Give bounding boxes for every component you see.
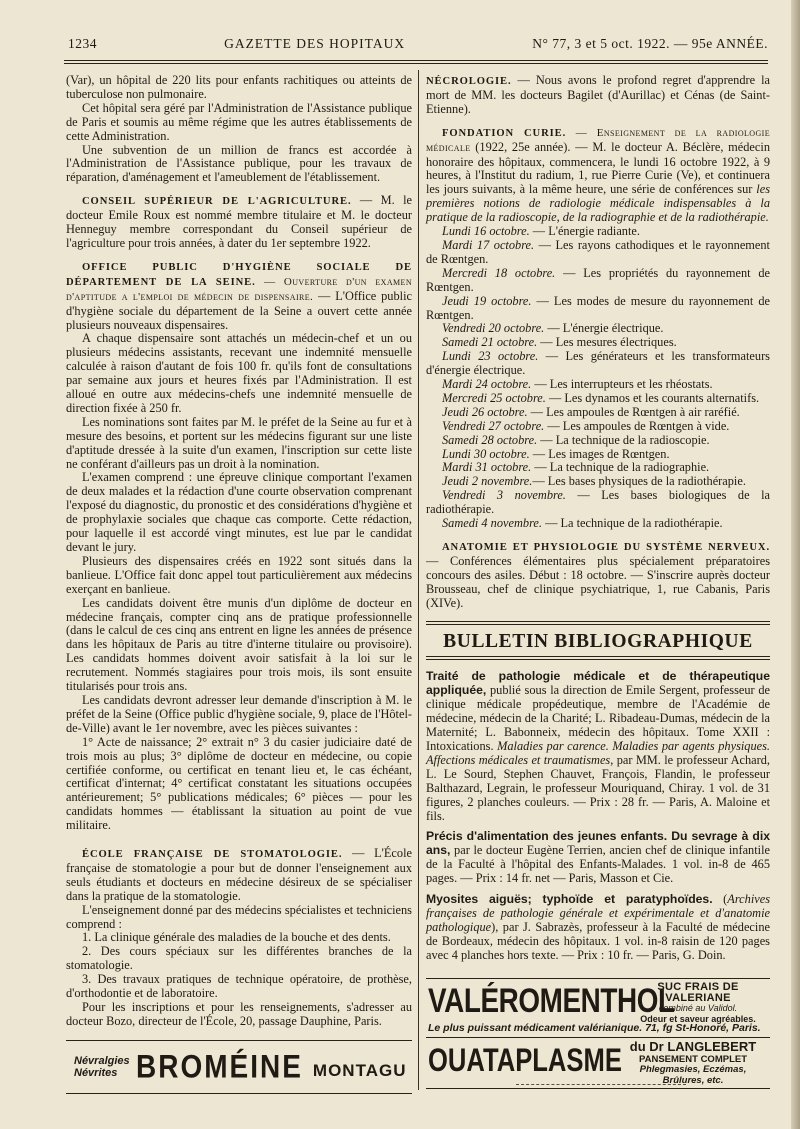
course-item [426, 295, 770, 323]
intro-paragraph: Une subvention de un million de francs est accordée à l'Administration de l'Assistance publique, pour les travaux de réparation, d'aménagement et l'ameublement de l'établissement. [66, 142, 412, 185]
right-column [426, 74, 770, 970]
bibliography-item [426, 893, 770, 963]
bibliography-title: Précis d'alimentation des jeunes enfants. Du sevrage à dix ans, [426, 829, 770, 858]
valeromenthol-details [628, 982, 768, 1024]
course-item [426, 336, 770, 350]
ecole-paragraph: 1. La clinique générale des maladies de la bouche et des dents. [82, 930, 391, 945]
bulletin-title: BULLETIN BIBLIOGRAPHIQUE [443, 630, 753, 652]
ouataplasme-underline [516, 1084, 686, 1085]
anatomie-text: — Conférences élémentaires plus spécialement préparatoires concours des asiles. Début : 18 octobre. — S'inscrire auprès docteur Brousseau, chef de clinique psychiatrique, 1, rue Cabanis, Paris (XIVe). [426, 553, 770, 610]
fondation-heading: FONDATION CURIE. [442, 127, 567, 139]
bromeine-name: BROMÉINE [136, 1048, 303, 1085]
ecole-paragraph: 3. Des travaux pratiques de technique opératoire, de prothèse, d'orthodontie et de laboratoire. [66, 972, 412, 1001]
course-topic: — Les propriétés du rayonnement de Rœntgen. [426, 265, 770, 294]
valeromenthol-line-1: SUC FRAIS DE VALERIANE [657, 981, 739, 1004]
course-item [426, 420, 770, 434]
necrologie-article [426, 74, 770, 117]
fondation-subheading: — Enseignement de la radiologie médicale [426, 126, 770, 154]
office-paragraph: 1° Acte de naissance; 2° extrait n° 3 du casier judiciaire daté de trois mois au plus; 3° diplôme de docteur en médecine, ou copie certifiée conforme, ou certificat en tenant lieu et, le cas échéant, certificat d'internat; 4° certificat constatant les situations occupées antérieurement; 5° publications médicales; 6° pièces — pour les candidats hommes — établissant la situation au point de vue militaire. [66, 734, 412, 833]
header-rule-2 [64, 63, 768, 64]
page-header [68, 36, 768, 52]
valeromenthol-line-2: combiné au Validol. [658, 1003, 738, 1013]
fondation-text: (1922, 25e année). — M. le docteur A. Béclère, médecin honoraire des hôpitaux, commencera, le lundi 16 octobre 1922, à 9 heures, à l'Institut du radium, 1, rue Pierre Curie (Ve), et continuera les jours suivants, à la même heure, une série de conférences sur [426, 139, 770, 197]
course-date: Samedi 28 octobre. [442, 432, 538, 447]
course-topic: — Les modes de mesure du rayonnement de Rœntgen. [426, 293, 770, 322]
course-date: Samedi 21 octobre. [442, 335, 538, 350]
bibliography-text-italic: Maladies par carence. Maladies par agents physiques. Affections médicales et traumatismes, [426, 738, 771, 767]
course-topic: — Les dynamos et les courants alternatifs. [545, 390, 760, 405]
course-topic: — Les images de Rœntgen. [529, 446, 670, 461]
header-rule [64, 60, 768, 61]
course-item [426, 350, 770, 378]
conseil-heading: CONSEIL SUPÉRIEUR DE L'AGRICULTURE. [82, 196, 352, 208]
ouataplasme-ad [426, 1040, 770, 1089]
ouataplasme-line-3: Phlegmasies, Eczémas, Brûlures, etc. [639, 1064, 747, 1086]
ouataplasme-details [618, 1039, 768, 1086]
intro-paragraph: Cet hôpital sera géré par l'Administration de l'Assistance publique de Paris et soumis au même régime que les autres établissements de cette Administration. [66, 100, 412, 143]
ouataplasme-name: OUATAPLASME [428, 1042, 622, 1078]
course-date: Mardi 17 octobre. [442, 237, 535, 252]
bibliography-item [426, 670, 770, 823]
course-topic: — La technique de la radiographie. [531, 460, 710, 475]
bibliography-item [426, 830, 770, 886]
ecole-text: — L'École française de stomatologie a pour but de donner l'enseignement aux seuls étudiants et docteurs en médecine désireux de se spécialiser dans la pratique de la stomatologie. [66, 846, 412, 903]
course-date: Lundi 16 octobre. [442, 224, 530, 239]
bromeine-indication-2: Névrites [74, 1067, 118, 1079]
bromeine-indication-1: Névralgies [74, 1055, 130, 1067]
conseil-article [66, 194, 412, 251]
bromeine-indications [74, 1055, 130, 1079]
course-item [426, 392, 770, 406]
course-item [426, 448, 770, 462]
office-paragraph: L'examen comprend : une épreuve clinique comportant l'examen de deux malades et la rédaction d'une courte observation comprenant l'exposé du diagnostic, du pronostic et des considérations d'hygiène et de prophylaxie sociales que chaque cas comporte. Cette rédaction, pour laquelle il est accordé vingt minutes, est lue par le candidat devant le jury. [66, 470, 412, 554]
course-date: Mardi 24 octobre. [442, 377, 532, 392]
bulletin-rule-bottom [426, 656, 770, 660]
course-topic: — Les ampoules de Rœntgen à air raréfié. [527, 404, 740, 419]
course-topic: — Les bases physiques de la radiothérapie. [532, 474, 746, 489]
course-item [426, 517, 770, 531]
bibliography-title: Traité de pathologie médicale et de thérapeutique appliquée, [426, 669, 770, 698]
course-item [426, 489, 770, 517]
course-topic: — La technique de la radiothérapie. [541, 516, 723, 531]
course-date: Jeudi 19 octobre. [442, 293, 532, 308]
course-item [426, 225, 770, 239]
office-subheading: — Ouverture d'un examen d'aptitude a l'emploi de médecin de dispensaire. [66, 275, 413, 303]
anatomie-article [426, 540, 770, 611]
course-item [426, 434, 770, 448]
left-column [66, 74, 412, 1029]
course-date: Mercredi 25 octobre. [442, 390, 546, 405]
course-topic: — Les mesures électriques. [537, 335, 677, 350]
course-date: Jeudi 2 novembre. [442, 474, 533, 489]
fondation-text-italic: les premières notions de radiologie médicale indispensables à la pratique de la radioscopie, de la radiographie et de la radiothérapie. [426, 182, 770, 225]
issue-info: N° 77, 3 et 5 oct. 1922. — 95e ANNÉE. [532, 36, 768, 51]
office-paragraph: Plusieurs des dispensaires créés en 1922 sont situés dans la banlieue. L'Office fait donc appel tout particulièrement aux médecins exerçant en banlieue. [66, 553, 412, 596]
course-item [426, 406, 770, 420]
office-paragraph: Les candidats devront adresser leur demande d'inscription à M. le préfet de la Seine (Office public d'hygiène sociale, 9, place de l'Hôtel-de-Ville) avant le 1er novembre, avec les pièces suivantes : [66, 692, 412, 735]
office-paragraph: Les candidats doivent être munis d'un diplôme de docteur en médecine français, compter cinq ans de pratique professionnelle (dans le calcul de ces cinq ans entrent en ligne les années de présence dans les hôpitaux de Paris au titre d'interne titulaire ou provisoire). Les candidats hommes doivent avoir satisfait à la loi sur le recrutement. Nommés stagiaires pour trois mois, ils sont ensuite titularisés pour trois ans. [66, 595, 412, 694]
course-date: Vendredi 27 octobre. [442, 418, 545, 433]
course-date: Lundi 23 octobre. [442, 349, 539, 364]
office-heading: OFFICE PUBLIC D'HYGIÈNE SOCIALE DE DÉPARTEMENT DE LA SEINE. [66, 261, 412, 288]
course-date: Mercredi 18 octobre. [442, 265, 556, 280]
course-date: Jeudi 26 octobre. [442, 404, 528, 419]
ecole-article [66, 847, 412, 904]
course-item [426, 322, 770, 336]
office-text: — L'Office public d'hygiène sociale du département de la Seine a ouvert cette année plusieurs nouveaux dispensaires. [66, 288, 412, 332]
conseil-text: — M. le docteur Emile Roux est nommé membre titulaire et M. le docteur Henneguy membre correspondant du Conseil supérieur de l'agriculture pour trois années, à dater du 1er septembre 1922. [66, 193, 412, 250]
course-item [426, 239, 770, 267]
bulletin-rule-top [426, 621, 770, 625]
bibliography-text-continued: ), par J. Sabrazès, professeur à la Faculté de médecine de Bordeaux, médecin des hôpitaux. 1 vol. in-8 raisin de 120 pages avec 4 planches hors texte. — Prix : 10 fr. — Paris, G. Doin. [426, 919, 770, 962]
course-topic: — La technique de la radioscopie. [537, 432, 710, 447]
course-item [426, 461, 770, 475]
course-date: Lundi 30 octobre. [442, 446, 530, 461]
ecole-paragraph: Pour les inscriptions et pour les renseignements, s'adresser au docteur Bozo, directeur de l'École, 20, passage Dauphine, Paris. [66, 1000, 412, 1028]
bibliography-list [426, 670, 770, 962]
anatomie-heading: ANATOMIE ET PHYSIOLOGIE DU SYSTÈME NERVEUX. [442, 542, 770, 553]
course-topic: — Les rayons cathodiques et le rayonnement de Rœntgen. [426, 237, 770, 266]
ouataplasme-line-1: du Dr LANGLEBERT [629, 1039, 757, 1054]
course-item [426, 475, 770, 489]
course-topic: — L'énergie électrique. [544, 321, 664, 336]
bromeine-ad [66, 1040, 412, 1094]
course-date: Mardi 31 octobre. [442, 460, 532, 475]
course-date: Samedi 4 novembre. [442, 516, 542, 531]
course-topic: — Les bases biologiques de la radiothérapie. [426, 488, 770, 517]
ecole-paragraph: 2. Des cours spéciaux sur les différentes branches de la stomatologie. [66, 944, 412, 973]
intro-paragraph: (Var), un hôpital de 220 lits pour enfants rachitiques ou atteints de tuberculose non pulmonaire. [66, 73, 412, 101]
fondation-article [426, 126, 770, 225]
necrologie-text: — Nous avons le profond regret d'apprendre la mort de MM. les docteurs Bagilet (d'Aurillac) et Cénas (de Saint-Etienne). [426, 73, 770, 116]
course-topic: — L'énergie radiante. [529, 224, 640, 239]
valeromenthol-ad [426, 978, 770, 1038]
course-topic: — Les interrupteurs et les rhéostats. [531, 377, 713, 392]
course-item [426, 378, 770, 392]
bibliography-text: publié sous la direction de Emile Sergent, professeur de clinique médicale propédeutique, membre de l'Académie de médecine, médecin de la Charité; L. Ribadeau-Dumas, médecin de la Maternité; L. Babonneix, médecin des hôpitaux. Tome XXII : Intoxications. [426, 683, 770, 753]
valeromenthol-tagline: Le plus puissant médicament valérianique. 71, fg St-Honoré, Paris. [428, 1022, 761, 1034]
journal-title: GAZETTE DES HOPITAUX [224, 36, 406, 51]
valeromenthol-name: VALÉROMENTHOL [428, 982, 675, 1020]
column-divider [418, 70, 419, 1090]
office-article [66, 260, 412, 333]
course-item [426, 267, 770, 295]
page-number: 1234 [68, 36, 97, 51]
valeromenthol-line-3: Odeur et saveur agréables. [640, 1013, 756, 1024]
bibliography-text: par le docteur Eugène Terrien, ancien chef de clinique infantile de la Faculté à l'hôpital des Enfants-Malades. 1 vol. in-8 de 465 pages. — Prix : 14 fr. net — Paris, Masson et Cie. [426, 843, 770, 886]
course-date: Vendredi 3 novembre. [442, 488, 566, 503]
bromeine-brand: MONTAGU [312, 1061, 407, 1080]
ecole-heading: ÉCOLE FRANÇAISE DE STOMATOLOGIE. [82, 849, 343, 861]
bibliography-text: ( [712, 892, 728, 907]
ecole-paragraph: L'enseignement donné par des médecins spécialistes et techniciens comprend : [66, 902, 412, 931]
bibliography-text-italic: Archives françaises de pathologie générale et expérimentale et d'anatomie pathologique [426, 892, 771, 934]
bibliography-title: Myosites aiguës; typhoïde et paratyphoïdes. [426, 892, 713, 907]
course-list [426, 225, 770, 531]
course-topic: — Les générateurs et les transformateurs d'énergie électrique. [426, 349, 770, 378]
office-paragraph: Les nominations sont faites par M. le préfet de la Seine au fur et à mesure des besoins, et portent sur les médecins figurant sur une liste d'aptitude dressée à la suite d'un examen, l'inscription sur cette liste ne conférant d'ailleurs pas un droit à la nomination. [66, 414, 412, 471]
office-paragraph: A chaque dispensaire sont attachés un médecin-chef et un ou plusieurs médecins assistants, recevant une indemnité mensuelle calculée à raison d'autant de fois 100 fr. qu'ils font de consultations par semaine aux jours et heures fixés par l'Administration. Il est alloué en outre aux médecins-chefs une indemnité mensuelle de direction fixée à 250 fr. [66, 331, 412, 415]
ouataplasme-line-2: PANSEMENT COMPLET [638, 1053, 748, 1065]
course-date: Vendredi 20 octobre. [442, 321, 545, 336]
course-topic: — Les ampoules de Rœntgen à vide. [544, 418, 730, 433]
bibliography-text-continued: par MM. le professeur Achard, L. Le Sourd, Stephen Chauvet, François, Flandin, le professeur Balthazard, Legrain, le professeur Mouriquand, Chiray. 1 vol. de 31 figures, 2 planches couleurs. — Prix : 28 fr. — Paris, A. Maloine et fils. [426, 752, 770, 823]
necrologie-heading: NÉCROLOGIE. [426, 76, 512, 87]
